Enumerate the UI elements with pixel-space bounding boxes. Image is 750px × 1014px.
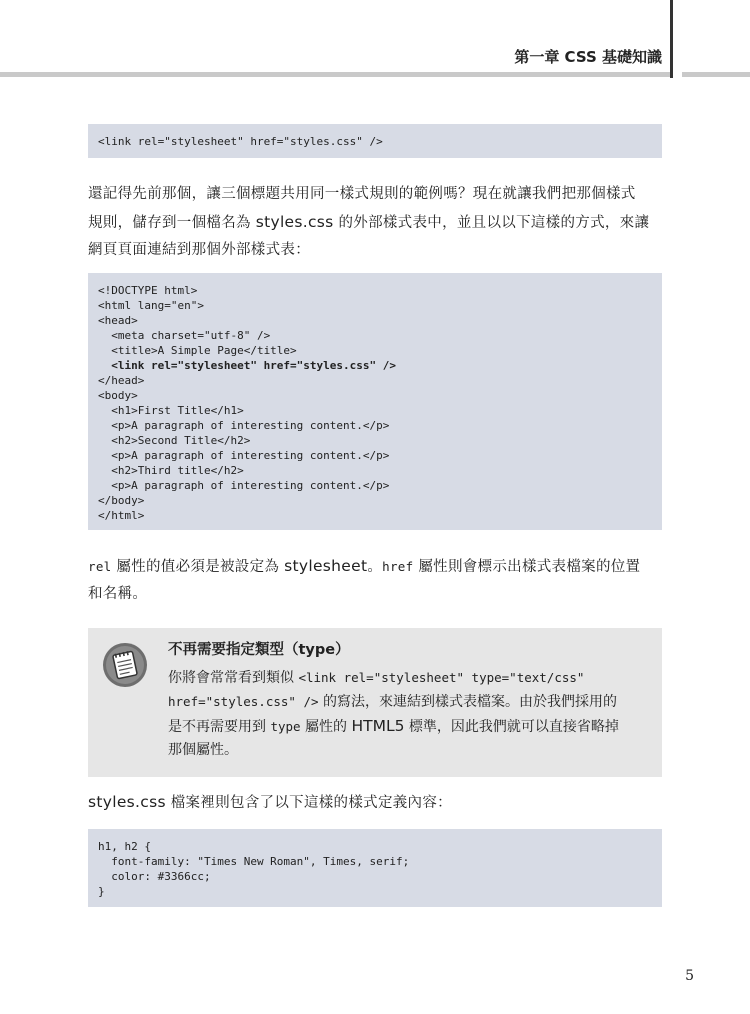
note-line: [168, 666, 648, 690]
code-line: <p>A paragraph of interesting content.</p>: [98, 449, 390, 462]
header-divider: [670, 0, 673, 78]
code-line: </html>: [98, 509, 145, 522]
code-line: <p>A paragraph of interesting content.</p>: [98, 419, 390, 432]
text-span: 屬性的值必須是被設定為: [111, 559, 285, 575]
code-line: <title>A Simple Page</title>: [98, 344, 297, 357]
code-line: <h1>First Title</h1>: [98, 404, 244, 417]
text-span: 的外部樣式表中，並且以以下這樣的方式，來讓: [333, 215, 650, 231]
code-line: <meta charset="utf-8" />: [98, 329, 271, 342]
paragraph-styles: [88, 788, 662, 816]
code-line: }: [98, 885, 105, 898]
code-line: h1, h2 {: [98, 840, 151, 853]
code-line: <h2>Second Title</h2>: [98, 434, 251, 447]
paragraph-line: [88, 552, 662, 580]
code-block-css: [88, 829, 662, 907]
code-line-highlight: <link rel="stylesheet" href="styles.css" />: [98, 359, 397, 372]
code-block-link: [88, 124, 662, 158]
text-span: 的寫法，來連結到樣式表檔案。由於我們採用的: [318, 694, 617, 710]
text-span: 檔案裡則包含了以下這樣的樣式定義內容：: [165, 795, 452, 811]
code-line: </head>: [98, 374, 145, 387]
inline-code: rel: [88, 559, 112, 574]
paragraph-intro: [88, 180, 662, 264]
text-span: 是不再需要用到: [168, 719, 271, 735]
notepad-icon: [102, 642, 148, 688]
header-rule: [0, 72, 670, 77]
note-box: [88, 628, 662, 777]
code-line: color: #3366cc;: [98, 870, 211, 883]
code-line: <p>A paragraph of interesting content.</p>: [98, 479, 390, 492]
inline-code: <link rel="stylesheet" type="text/css": [298, 670, 585, 685]
paragraph-line: [88, 788, 662, 816]
code-line: <head>: [98, 314, 138, 327]
page-number: 5: [685, 968, 694, 984]
text-span: 屬性則會標示出樣式表檔案的位置: [413, 559, 641, 575]
text-span: HTML5: [351, 717, 405, 735]
code-block-html: [88, 273, 662, 530]
note-line: [168, 714, 648, 738]
text-span: 。: [367, 559, 383, 575]
filename-text: styles.css: [255, 213, 334, 231]
paragraph-rel: [88, 552, 662, 608]
paragraph-line: 和名稱。: [88, 586, 148, 602]
code-line: font-family: "Times New Roman", Times, serif;: [98, 855, 410, 868]
text-span: 標準，因此我們就可以直接省略掉: [404, 719, 619, 735]
text-span: stylesheet: [284, 557, 368, 575]
note-line: 那個屬性。: [168, 742, 238, 758]
code-line: <body>: [98, 389, 138, 402]
inline-code: href="styles.css" />: [168, 694, 319, 709]
note-line: [168, 690, 648, 714]
code-line: </body>: [98, 494, 145, 507]
text-span: 規則，儲存到一個檔名為: [88, 215, 256, 231]
note-title: 不再需要指定類型（type）: [168, 642, 350, 658]
chapter-title: 第一章 CSS 基礎知識: [514, 48, 662, 66]
code-line: <h2>Third title</h2>: [98, 464, 244, 477]
paragraph-line: 還記得先前那個，讓三個標題共用同一樣式規則的範例嗎？現在就讓我們把那個樣式: [88, 186, 636, 202]
text-span: 屬性的: [300, 719, 352, 735]
filename-text: styles.css: [88, 793, 166, 811]
code-line: <html lang="en">: [98, 299, 204, 312]
inline-code: type: [270, 719, 301, 734]
code-line: <link rel="stylesheet" href="styles.css" />: [98, 135, 383, 148]
paragraph-line: 網頁頁面連結到那個外部樣式表：: [88, 242, 310, 258]
text-span: 你將會常常看到類似: [168, 670, 299, 686]
code-line: <!DOCTYPE html>: [98, 284, 198, 297]
header-rule-right: [682, 72, 750, 77]
note-body: [168, 666, 648, 762]
paragraph-line: [88, 208, 662, 236]
inline-code: href: [382, 559, 414, 574]
